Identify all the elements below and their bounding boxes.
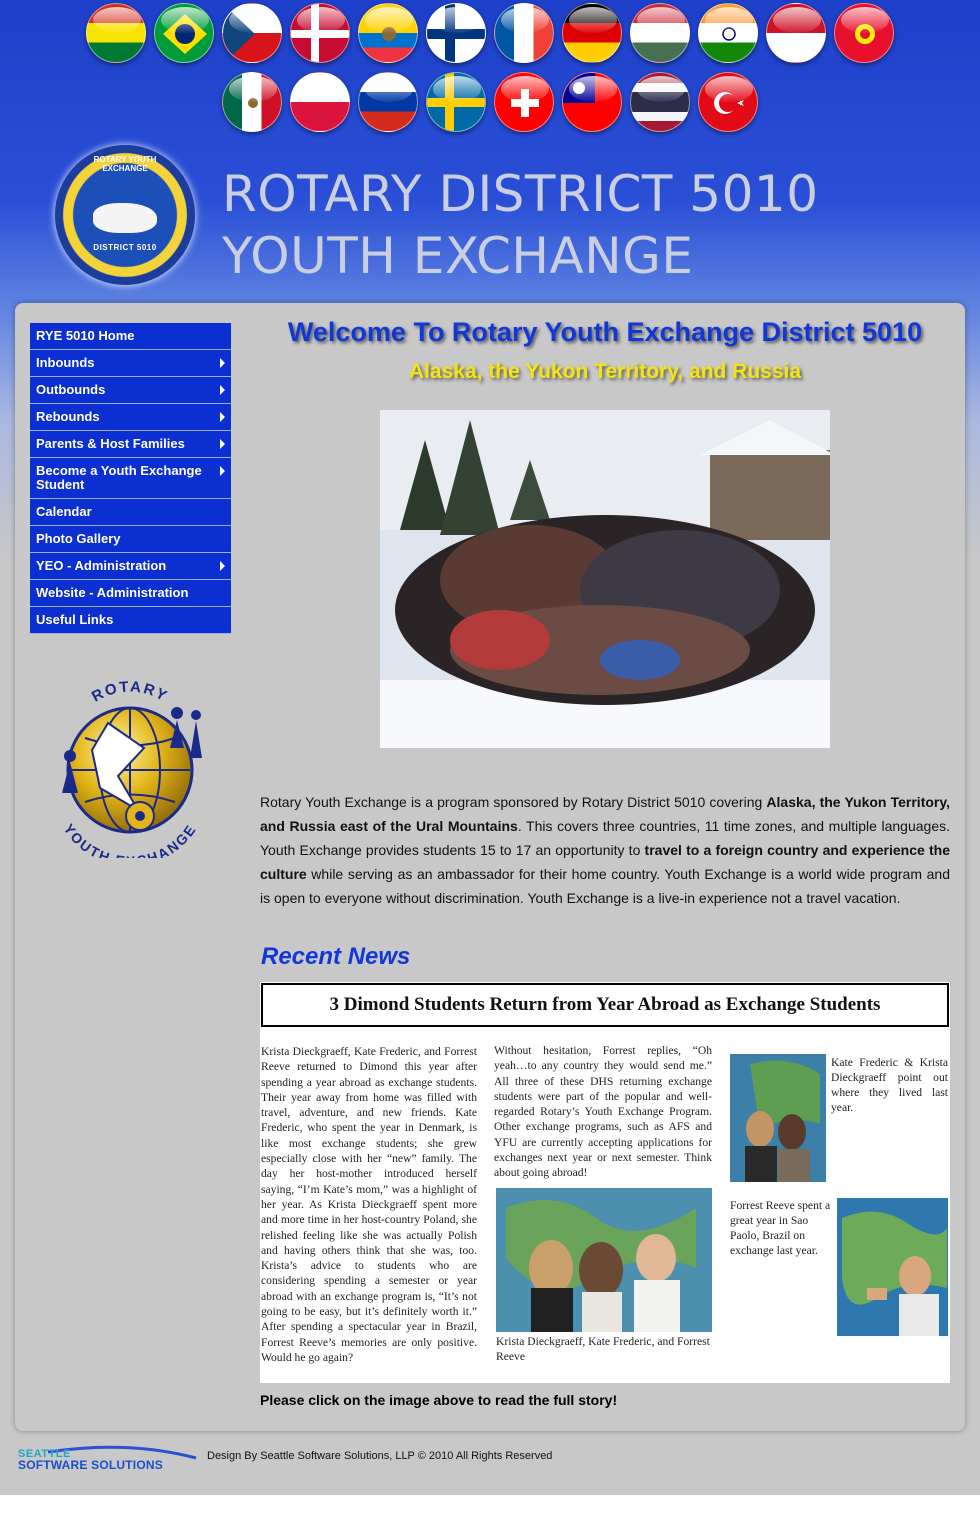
germany-flag-icon[interactable]	[562, 3, 622, 63]
submenu-arrow-icon	[220, 358, 225, 368]
rotary-youth-exchange-logo	[40, 668, 220, 858]
nav-item-yeo-admin[interactable]	[30, 553, 231, 580]
district-logo[interactable]	[55, 145, 195, 285]
nav-item-become-student[interactable]	[30, 458, 231, 499]
welcome-heading: Welcome To Rotary Youth Exchange District 5010	[287, 317, 923, 347]
intro-bold-2: travel to a foreign country and experience the culture	[260, 842, 950, 882]
polar-bear-icon	[93, 203, 157, 233]
logo-ring-text: ROTARY YOUTH EXCHANGE	[93, 155, 157, 173]
logo-district-text: DISTRICT 5010	[93, 243, 157, 252]
nav-item-label: Outbounds	[36, 382, 106, 397]
nav-item-label: RYE 5010 Home	[36, 328, 135, 343]
news-column-2: Without hesitation, Forrest replies, “Oh yeah…to any country they would send me.” All three of these DHS returning exchange students were part of the popular and well-regarded Rotary’s Youth Exchange Program. Other exchange programs, such as AFS and YFU are currently accepting applications for exchanges next year or next semester. Think about going abroad!	[494, 1044, 712, 1180]
submenu-arrow-icon	[220, 412, 225, 422]
nav-item-rebounds[interactable]	[30, 404, 231, 431]
news-caption-top-right: Kate Frederic & Krista Dieckgraeff point out where they lived last year.	[831, 1056, 948, 1114]
news-article-title: 3 Dimond Students Return from Year Abroad as Exchange Students	[261, 983, 949, 1027]
switzerland-flag-icon[interactable]	[494, 72, 554, 132]
recent-news-heading: Recent News	[261, 943, 411, 970]
nav-item-label: Become a Youth Exchange Student	[36, 463, 202, 492]
france-flag-icon[interactable]	[494, 3, 554, 63]
intro-text-2: . This covers three countries, 11 time zones, and multiple languages. Youth Exchange provides students 15 to 17 an opportunity to	[260, 818, 950, 858]
turkey-flag-icon[interactable]	[698, 72, 758, 132]
nav-item-label: Calendar	[36, 504, 92, 519]
news-article-image[interactable]	[260, 982, 950, 1383]
rye-logo-bottom-text: YOUTH HANGE	[60, 820, 200, 858]
news-caption-center: Krista Dieckgraeff, Kate Frederic, and Forrest Reeve	[496, 1335, 710, 1363]
nav-item-parents-host-families[interactable]	[30, 431, 231, 458]
news-column-1: Krista Dieckgraeff, Kate Frederic, and Forrest Reeve returned to Dimond this year after spending a year abroad as exchange students. Their year away from home was filled with travel, adventure, and new friends. Kate Frederic, who spent the year in Denmark, is like most exchange students; she grew especially close with her “new” family. The day her host-mother introduced herself saying, “I’m Kate’s mom,” was a highlight of her year. As Krista Dieckgraeff spent more and more time in her host-country Poland, she relished feeling like she was actually Polish and having others think that she was, too. Krista’s advice to students who are considering spending a semester or year abroad with an exchange program is, “It’s not going to be easy, but it’s definitely worth it.” After spending a spectacular year in Brazil, Forrest Reeve’s memories are only positive. Would he go again?	[261, 1045, 477, 1364]
main-nav	[30, 323, 231, 634]
czech-flag-icon[interactable]	[222, 3, 282, 63]
click-note: Please click on the image above to read the full story!	[260, 1392, 618, 1408]
ecuador-flag-icon[interactable]	[358, 3, 418, 63]
nav-item-website-admin[interactable]	[30, 580, 231, 607]
poland-flag-icon[interactable]	[290, 72, 350, 132]
nav-item-home[interactable]	[30, 323, 231, 350]
submenu-arrow-icon	[220, 439, 225, 449]
site-title	[222, 163, 862, 287]
forrest-map-photo	[837, 1198, 948, 1336]
students-map-photo	[730, 1054, 826, 1182]
footer-logo-line2: SOFTWARE SOLUTIONS	[18, 1458, 163, 1472]
taiwan-flag-icon[interactable]	[562, 72, 622, 132]
seattle-software-solutions-logo[interactable]	[18, 1444, 198, 1474]
nav-item-outbounds[interactable]	[30, 377, 231, 404]
intro-paragraph	[260, 790, 950, 910]
students-photo-center	[496, 1188, 712, 1332]
russia-flag-icon[interactable]	[358, 72, 418, 132]
sweden-flag-icon[interactable]	[426, 72, 486, 132]
group-photo	[380, 410, 830, 748]
nav-item-calendar[interactable]	[30, 499, 231, 526]
nav-item-label: Useful Links	[36, 612, 114, 627]
bolivia-flag-icon[interactable]	[86, 3, 146, 63]
nav-item-label: Inbounds	[36, 355, 95, 370]
site-title-line2: YOUTH EXCHANGE	[222, 227, 694, 285]
hungary-flag-icon[interactable]	[630, 3, 690, 63]
brazil-flag-icon[interactable]	[154, 3, 214, 63]
nav-item-label: Rebounds	[36, 409, 100, 424]
nav-item-photo-gallery[interactable]	[30, 526, 231, 553]
denmark-flag-icon[interactable]	[290, 3, 350, 63]
indonesia-flag-icon[interactable]	[766, 3, 826, 63]
rye-logo-top-text: ROTARY	[88, 678, 172, 706]
nav-item-label: Photo Gallery	[36, 531, 121, 546]
nav-item-label: Parents & Host Families	[36, 436, 185, 451]
flag-row-1	[0, 3, 980, 65]
submenu-arrow-icon	[220, 561, 225, 571]
footer-logo-line1: SEATTLE	[18, 1448, 71, 1460]
india-flag-icon[interactable]	[698, 3, 758, 63]
site-title-line1: ROTARY DISTRICT 5010	[222, 165, 819, 223]
kyrgyzstan-flag-icon[interactable]	[834, 3, 894, 63]
intro-text-1: Rotary Youth Exchange is a program sponsored by Rotary District 5010 covering	[260, 794, 767, 810]
intro-bold-1: Alaska, the Yukon Territory, and Russia east of the Ural Mountains	[260, 794, 950, 834]
nav-item-label: Website - Administration	[36, 585, 189, 600]
mexico-flag-icon[interactable]	[222, 72, 282, 132]
news-caption-bottom-right: Forrest Reeve spent a great year in Sao Paolo, Brazil on exchange last year.	[730, 1199, 831, 1257]
submenu-arrow-icon	[220, 385, 225, 395]
submenu-arrow-icon	[220, 466, 225, 476]
finland-flag-icon[interactable]	[426, 3, 486, 63]
nav-item-useful-links[interactable]	[30, 607, 231, 634]
footer-copyright: Design By Seattle Software Solutions, LLP © 2010 All Rights Reserved	[207, 1450, 553, 1462]
intro-text-3: while serving as an ambassador for their home country. Youth Exchange is a world wide program and is open to everyone without discrimination. Youth Exchange is a live-in experience not a travel vacation.	[260, 866, 950, 906]
nav-item-inbounds[interactable]	[30, 350, 231, 377]
region-subtitle: Alaska, the Yukon Territory, and Russia	[408, 360, 802, 383]
thailand-flag-icon[interactable]	[630, 72, 690, 132]
nav-item-label: YEO - Administration	[36, 558, 167, 573]
svg-text:ROTARY	[89, 678, 171, 705]
flag-row-2	[0, 72, 980, 134]
